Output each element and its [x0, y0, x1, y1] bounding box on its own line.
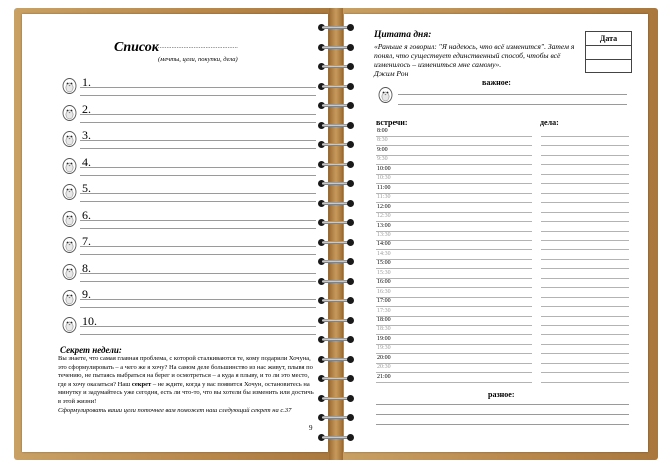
- meeting-slot-line[interactable]: [376, 268, 532, 269]
- spiral-ring-icon: [318, 24, 354, 31]
- secret-italic-note: Сформулировать ваши цели поточнее вам поможет наш следующий секрет на с.37: [58, 406, 292, 414]
- important-line-1[interactable]: [398, 94, 627, 95]
- penguin-mascot-icon: [62, 210, 77, 227]
- task-line[interactable]: [541, 231, 629, 232]
- schedule-time: 16:00: [377, 279, 391, 286]
- schedule-time: 14:00: [377, 241, 391, 248]
- meeting-slot-line[interactable]: [376, 382, 532, 383]
- penguin-mascot-icon: [62, 157, 77, 174]
- list-item-line[interactable]: [80, 140, 316, 141]
- spiral-ring-icon: [318, 161, 354, 168]
- important-label: важное:: [482, 78, 511, 87]
- schedule-time: 17:30: [377, 307, 391, 314]
- misc-line-1[interactable]: [376, 404, 629, 405]
- task-line[interactable]: [541, 278, 629, 279]
- task-line[interactable]: [541, 353, 629, 354]
- quote-author: Джим Рон: [374, 68, 409, 78]
- task-line[interactable]: [541, 212, 629, 213]
- list-item-line[interactable]: [80, 122, 316, 123]
- meeting-slot-line[interactable]: [376, 316, 532, 317]
- schedule-time: 15:30: [377, 269, 391, 276]
- meeting-slot-line[interactable]: [376, 297, 532, 298]
- meeting-slot-line[interactable]: [376, 221, 532, 222]
- meeting-slot-line[interactable]: [376, 174, 532, 175]
- list-item-line[interactable]: [80, 228, 316, 229]
- schedule-time: 8:00: [377, 128, 388, 134]
- schedule-time: 12:30: [377, 213, 391, 220]
- list-item-number: 4.: [82, 154, 91, 169]
- list-item-number: 5.: [82, 181, 91, 195]
- list-item-line[interactable]: [80, 175, 316, 176]
- quote-text: [374, 43, 584, 79]
- task-line[interactable]: [541, 202, 629, 203]
- penguin-mascot-icon: [62, 130, 77, 147]
- penguin-mascot-icon: [378, 86, 393, 103]
- task-line[interactable]: [541, 155, 629, 156]
- schedule-time: 20:00: [377, 354, 391, 361]
- schedule-time: 11:30: [377, 194, 391, 201]
- list-item-line[interactable]: [80, 254, 316, 255]
- meeting-slot-line[interactable]: [376, 145, 532, 146]
- spiral-ring-icon: [318, 297, 354, 304]
- date-label: Дата: [586, 32, 631, 46]
- list-item-number: 2.: [82, 101, 91, 116]
- spiral-ring-icon: [318, 356, 354, 363]
- meeting-slot-line[interactable]: [376, 202, 532, 203]
- spiral-ring-icon: [318, 434, 354, 441]
- schedule-time: 13:30: [377, 231, 391, 238]
- meeting-slot-line[interactable]: [376, 183, 532, 184]
- schedule-time: 21:00: [377, 373, 391, 380]
- task-line[interactable]: [541, 372, 629, 373]
- spiral-ring-icon: [318, 200, 354, 207]
- schedule-time: 9:30: [377, 156, 388, 163]
- task-line[interactable]: [541, 268, 629, 269]
- list-item-line[interactable]: [80, 281, 316, 282]
- secret-title: Секрет недели:: [60, 345, 122, 355]
- list-item-line[interactable]: [80, 148, 316, 149]
- list-title: Список: [114, 40, 159, 55]
- spiral-ring-icon: [318, 395, 354, 402]
- task-line[interactable]: [541, 174, 629, 175]
- schedule-time: 12:00: [377, 203, 391, 210]
- schedule-time: 19:00: [377, 335, 391, 342]
- quote-title: Цитата дня:: [374, 30, 432, 40]
- meeting-slot-line[interactable]: [376, 353, 532, 354]
- penguin-mascot-icon: [62, 236, 77, 253]
- meeting-slot-line[interactable]: [376, 231, 532, 232]
- meeting-slot-line[interactable]: [376, 212, 532, 213]
- meeting-slot-line[interactable]: [376, 193, 532, 194]
- list-item-number: 1.: [82, 75, 91, 89]
- meeting-slot-line[interactable]: [376, 249, 532, 250]
- spiral-ring-icon: [318, 414, 354, 421]
- list-item-number: 6.: [82, 207, 91, 222]
- schedule-time: 17:00: [377, 298, 391, 305]
- list-item-line[interactable]: [80, 201, 316, 202]
- schedule-time: 16:30: [377, 288, 391, 295]
- schedule-time: 10:30: [377, 175, 391, 182]
- list-item-line[interactable]: [80, 273, 316, 274]
- date-box[interactable]: [585, 31, 632, 73]
- list-subtitle: (мечты, цели, покупки, дела): [158, 56, 238, 63]
- task-line[interactable]: [541, 297, 629, 298]
- spiral-ring-icon: [318, 122, 354, 129]
- misc-label: разное:: [488, 390, 515, 399]
- date-field-1[interactable]: [586, 46, 631, 60]
- schedule-time: 8:30: [377, 137, 388, 144]
- list-item-line[interactable]: [80, 87, 316, 88]
- spiral-ring-icon: [318, 63, 354, 70]
- schedule-time: 10:00: [377, 165, 391, 172]
- list-item-line[interactable]: [80, 334, 316, 335]
- meeting-slot-line[interactable]: [376, 325, 532, 326]
- meeting-slot-line[interactable]: [376, 155, 532, 156]
- task-line[interactable]: [541, 316, 629, 317]
- task-line[interactable]: [541, 136, 629, 137]
- tasks-label: дела:: [540, 118, 559, 127]
- list-item-line[interactable]: [80, 95, 316, 96]
- list-title-dots: ...............................................: [158, 44, 238, 50]
- penguin-mascot-icon: [62, 183, 77, 200]
- penguin-mascot-icon: [62, 77, 77, 94]
- penguin-mascot-icon: [62, 104, 77, 121]
- task-line[interactable]: [541, 325, 629, 326]
- list-item-line[interactable]: [80, 326, 316, 327]
- task-line[interactable]: [541, 183, 629, 184]
- secret-text-part-2: – не ждите, когда у вас появится Хочун, остановитесь на минутку и задумайтесь уже сегодня, есть ли что-то, что вы хотели бы изменить или достичь в этой жизни!: [58, 380, 314, 405]
- list-item-number: 9.: [82, 287, 91, 301]
- schedule-time: 20:30: [377, 364, 391, 371]
- meeting-slot-line[interactable]: [376, 240, 532, 241]
- list-item-number: 8.: [82, 260, 91, 275]
- schedule-time: 14:30: [377, 250, 391, 257]
- task-line[interactable]: [541, 344, 629, 345]
- notebook-spine: [329, 8, 343, 460]
- spiral-ring-icon: [318, 83, 354, 90]
- spiral-ring-icon: [318, 239, 354, 246]
- list-item-line[interactable]: [80, 220, 316, 221]
- list-item-number: 3.: [82, 128, 91, 142]
- meeting-slot-line[interactable]: [376, 259, 532, 260]
- schedule-time: 11:00: [377, 184, 391, 191]
- schedule-time: 18:30: [377, 326, 391, 333]
- secret-text-part-1: Вы знаете, что самая главная проблема, с которой сталкиваются те, кому подарили Хочуна, это сформулировать – а чего же я хочу? На самом деле большинство из нас живут, плывя по течению, не пытаясь выбраться на берег и осмотреться – а куда я плыву, и то ли это место, где я хочу оказаться? Наш: [58, 355, 313, 388]
- meeting-slot-line[interactable]: [376, 372, 532, 373]
- penguin-mascot-icon: [62, 316, 77, 333]
- page-number: 9: [309, 424, 313, 432]
- task-line[interactable]: [541, 221, 629, 222]
- meetings-label: встречи:: [376, 118, 408, 127]
- spiral-ring-icon: [318, 336, 354, 343]
- schedule-time: 15:00: [377, 260, 391, 267]
- schedule-time: 9:00: [377, 146, 388, 153]
- secret-text: [58, 355, 314, 415]
- task-line[interactable]: [541, 259, 629, 260]
- penguin-mascot-icon: [62, 289, 77, 306]
- task-line[interactable]: [541, 287, 629, 288]
- meeting-slot-line[interactable]: [376, 306, 532, 307]
- meeting-slot-line[interactable]: [376, 344, 532, 345]
- secret-bold-word: секрет: [131, 380, 152, 388]
- task-line[interactable]: [541, 240, 629, 241]
- list-item-line[interactable]: [80, 299, 316, 300]
- penguin-mascot-icon: [62, 263, 77, 280]
- task-line[interactable]: [541, 382, 629, 383]
- spiral-ring-icon: [318, 44, 354, 51]
- list-item-line[interactable]: [80, 167, 316, 168]
- important-line-2[interactable]: [398, 104, 627, 105]
- schedule-time: 18:00: [377, 317, 391, 323]
- task-line[interactable]: [541, 334, 629, 335]
- spiral-ring-icon: [318, 278, 354, 285]
- task-line[interactable]: [541, 164, 629, 165]
- list-item-number: 7.: [82, 234, 91, 248]
- misc-line-3[interactable]: [376, 424, 629, 425]
- list-item-line[interactable]: [80, 246, 316, 247]
- meeting-slot-line[interactable]: [376, 334, 532, 335]
- list-item-line[interactable]: [80, 114, 316, 115]
- task-line[interactable]: [541, 145, 629, 146]
- meeting-slot-line[interactable]: [376, 278, 532, 279]
- meeting-slot-line[interactable]: [376, 164, 532, 165]
- meeting-slot-line[interactable]: [376, 136, 532, 137]
- misc-line-2[interactable]: [376, 414, 629, 415]
- quote-body: «Раньше я говорил: "Я надеюсь, что всё изменится". Затем я понял, что существует единственный способ, чтобы всё изменилось – измениться мне самому».: [374, 42, 575, 69]
- list-item-number: 10.: [82, 313, 97, 328]
- spiral-ring-icon: [318, 317, 354, 324]
- spiral-ring-icon: [318, 219, 354, 226]
- task-line[interactable]: [541, 363, 629, 364]
- spiral-ring-icon: [318, 141, 354, 148]
- list-item-line[interactable]: [80, 193, 316, 194]
- spiral-ring-icon: [318, 258, 354, 265]
- spiral-ring-icon: [318, 102, 354, 109]
- schedule-time: 19:30: [377, 345, 391, 352]
- meeting-slot-line[interactable]: [376, 287, 532, 288]
- task-line[interactable]: [541, 306, 629, 307]
- list-item-line[interactable]: [80, 307, 316, 308]
- meeting-slot-line[interactable]: [376, 363, 532, 364]
- task-line[interactable]: [541, 249, 629, 250]
- schedule-time: 13:00: [377, 222, 391, 229]
- spiral-ring-icon: [318, 375, 354, 382]
- task-line[interactable]: [541, 193, 629, 194]
- spiral-ring-icon: [318, 180, 354, 187]
